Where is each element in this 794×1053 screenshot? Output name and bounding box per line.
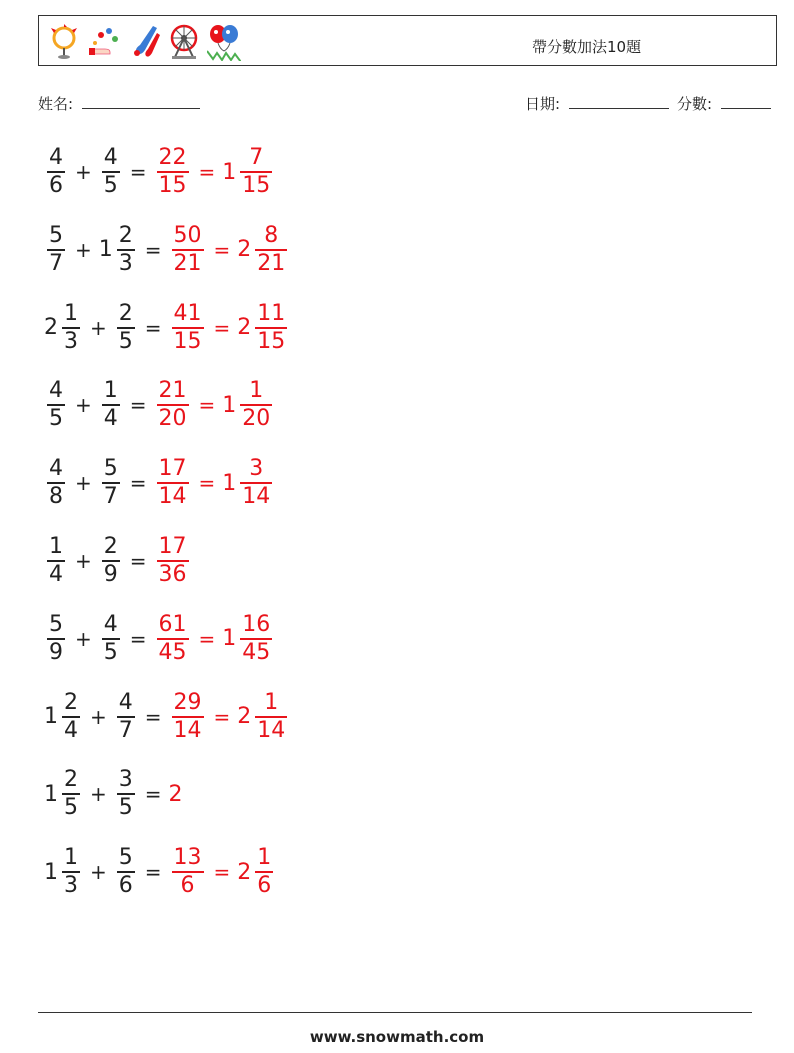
plus-sign: + <box>75 393 92 418</box>
mixed-answer-mixed-number <box>222 147 275 197</box>
improper-answer-numerator: 61 <box>158 611 187 637</box>
mixed-answer-mixed-number <box>222 611 275 665</box>
equals-sign: = <box>129 393 147 418</box>
addend-b-numerator: 2 <box>103 534 118 559</box>
addend-b-mixed-number <box>99 147 123 197</box>
mixed-answer-denominator: 20 <box>242 406 271 432</box>
improper-answer-numerator: 22 <box>158 145 187 170</box>
answer <box>154 458 276 508</box>
addend-a-mixed-number <box>44 222 68 276</box>
plus-sign: + <box>90 782 107 807</box>
addend-a-numerator: 1 <box>49 534 63 559</box>
addend-b-fraction <box>102 536 120 586</box>
addend-a-mixed-number <box>44 847 83 897</box>
answer-equals-sign: = <box>213 237 231 262</box>
balloons-icon <box>207 23 241 61</box>
addend-a-denominator: 5 <box>49 406 63 432</box>
mixed-answer-fraction <box>240 380 272 430</box>
plus-sign: + <box>90 860 107 885</box>
mixed-answer-fraction <box>240 147 272 197</box>
plus-sign: + <box>75 160 92 184</box>
mixed-answer-denominator: 14 <box>257 717 286 743</box>
addend-b-mixed-number <box>114 847 138 897</box>
score-label: 分數: <box>677 95 713 113</box>
addend-b-denominator: 7 <box>103 484 118 510</box>
mixed-answer-mixed-number <box>237 222 290 276</box>
addend-b-numerator: 2 <box>118 300 133 326</box>
ferris-wheel-icon <box>167 23 201 61</box>
mixed-answer-denominator: 6 <box>257 873 272 899</box>
addend-a-numerator: 1 <box>64 845 78 871</box>
mixed-answer-whole: 2 <box>237 315 252 341</box>
mixed-answer-numerator: 7 <box>249 145 264 170</box>
addend-b-numerator: 4 <box>103 145 118 170</box>
answer-equals-sign: = <box>213 315 231 340</box>
addend-a-mixed-number <box>44 611 68 665</box>
mixed-answer-numerator: 11 <box>257 300 286 326</box>
addend-b-denominator: 4 <box>103 406 118 432</box>
addend-b-denominator: 5 <box>118 795 133 821</box>
addend-b-fraction <box>117 847 135 897</box>
improper-answer-numerator: 50 <box>173 222 202 248</box>
addend-a-whole: 1 <box>44 859 58 885</box>
improper-answer-fraction <box>157 380 189 430</box>
addend-a-mixed-number <box>44 147 68 197</box>
mixed-answer-fraction <box>240 458 272 508</box>
equals-sign: = <box>144 237 162 262</box>
addend-b-denominator: 5 <box>103 639 118 665</box>
improper-answer-mixed-number <box>154 611 192 665</box>
problem-row <box>44 220 290 280</box>
footer-divider <box>38 1012 752 1013</box>
improper-answer-denominator: 14 <box>158 484 187 510</box>
addend-a-mixed-number <box>44 458 68 508</box>
mixed-answer-numerator: 8 <box>264 222 279 248</box>
addend-a-fraction <box>47 458 65 508</box>
addend-a-numerator: 4 <box>49 378 63 404</box>
improper-answer-denominator: 14 <box>173 717 202 743</box>
addend-a-numerator: 2 <box>64 689 78 715</box>
worksheet-header <box>38 15 777 66</box>
addend-b-fraction <box>102 380 120 430</box>
equals-sign: = <box>144 315 162 340</box>
addend-b-fraction <box>117 769 135 819</box>
mixed-answer-whole: 1 <box>222 470 237 496</box>
answer-equals-sign: = <box>198 393 216 418</box>
addend-b-denominator: 7 <box>118 717 133 743</box>
addend-a-fraction <box>62 300 80 354</box>
juggling-balls-icon <box>87 23 121 61</box>
mixed-answer-fraction <box>255 300 287 354</box>
improper-answer-mixed-number <box>169 847 207 897</box>
improper-answer-denominator: 20 <box>158 406 187 432</box>
problem-row <box>44 298 290 358</box>
improper-answer-numerator: 17 <box>158 534 187 559</box>
mixed-answer-numerator: 16 <box>242 611 271 637</box>
addend-a-denominator: 3 <box>64 873 78 899</box>
addend-a-numerator: 5 <box>49 222 63 248</box>
addend-b-denominator: 3 <box>118 250 133 276</box>
improper-answer-fraction <box>157 536 189 586</box>
addend-a-whole: 2 <box>44 315 58 341</box>
addend-a-denominator: 8 <box>49 484 63 510</box>
improper-answer-denominator: 21 <box>173 250 202 276</box>
answer <box>169 300 291 354</box>
answer <box>154 536 192 586</box>
date-label: 日期: <box>525 95 561 113</box>
addend-a-denominator: 4 <box>64 717 78 743</box>
answer-equals-sign: = <box>198 471 216 496</box>
improper-answer-mixed-number <box>154 536 192 586</box>
addend-a-fraction <box>47 380 65 430</box>
equals-sign: = <box>129 549 147 573</box>
addend-b-fraction <box>102 147 120 197</box>
header-icons <box>47 20 241 64</box>
problem-row <box>44 531 192 591</box>
improper-answer-numerator: 21 <box>158 378 187 404</box>
answer-equals-sign: = <box>198 626 216 651</box>
problem-row <box>44 609 275 669</box>
answer <box>169 222 291 276</box>
improper-answer-mixed-number <box>154 458 192 508</box>
equals-sign: = <box>129 471 147 496</box>
improper-answer-denominator: 36 <box>158 562 187 587</box>
improper-answer-mixed-number <box>169 222 207 276</box>
problem-row <box>44 453 275 513</box>
addend-b-numerator: 2 <box>118 222 133 248</box>
mixed-answer-whole: 2 <box>237 859 252 885</box>
mixed-answer-whole: 2 <box>237 704 252 730</box>
improper-answer-mixed-number <box>154 147 192 197</box>
mixed-answer-denominator: 15 <box>257 328 286 354</box>
improper-answer-denominator: 15 <box>173 328 202 354</box>
problem-row <box>44 142 275 202</box>
juggling-pins-icon <box>127 23 161 61</box>
mixed-answer-mixed-number <box>237 689 290 743</box>
score-blank[interactable] <box>721 94 771 109</box>
mixed-answer-mixed-number <box>222 458 275 508</box>
mixed-answer-fraction <box>255 689 287 743</box>
addend-b-mixed-number <box>99 380 123 430</box>
addend-a-denominator: 7 <box>49 250 63 276</box>
addend-b-numerator: 1 <box>103 378 118 404</box>
addend-a-whole: 1 <box>44 704 58 730</box>
addend-b-numerator: 3 <box>118 767 133 793</box>
addend-a-mixed-number <box>44 300 83 354</box>
improper-answer-fraction <box>172 847 204 897</box>
worksheet-title: 帶分數加法10題 <box>532 38 642 56</box>
improper-answer-numerator: 13 <box>173 845 202 871</box>
improper-answer-fraction <box>157 458 189 508</box>
answer <box>169 689 291 743</box>
name-label: 姓名: <box>38 95 74 113</box>
improper-answer-fraction <box>172 689 204 743</box>
plus-sign: + <box>90 315 107 340</box>
addend-b-numerator: 4 <box>103 611 118 637</box>
equals-sign: = <box>144 860 162 885</box>
addend-b-mixed-number <box>99 536 123 586</box>
addend-b-whole: 1 <box>98 237 113 263</box>
equals-sign: = <box>129 160 147 184</box>
mixed-answer-whole: 1 <box>222 159 237 185</box>
addend-b-mixed-number <box>98 222 138 276</box>
addend-b-mixed-number <box>99 611 123 665</box>
improper-answer-fraction <box>157 147 189 197</box>
improper-answer-mixed-number <box>169 300 207 354</box>
addend-b-fraction <box>102 611 120 665</box>
addend-b-fraction <box>117 300 135 354</box>
improper-answer-numerator: 41 <box>173 300 202 326</box>
addend-a-denominator: 5 <box>64 795 78 821</box>
addend-b-fraction <box>102 458 120 508</box>
addend-b-mixed-number <box>99 458 123 508</box>
addend-a-fraction <box>62 847 80 897</box>
improper-answer-numerator: 29 <box>173 689 202 715</box>
plus-sign: + <box>75 237 92 262</box>
addend-a-denominator: 6 <box>49 173 63 198</box>
mixed-answer-whole: 1 <box>222 392 237 418</box>
addend-a-fraction <box>47 222 65 276</box>
answer <box>169 847 277 897</box>
mixed-answer-numerator: 3 <box>249 456 264 482</box>
addend-b-numerator: 5 <box>118 845 133 871</box>
addend-a-numerator: 4 <box>49 456 63 482</box>
addend-a-whole: 1 <box>44 781 58 807</box>
addend-a-mixed-number <box>44 769 83 819</box>
addend-b-denominator: 6 <box>118 873 133 899</box>
mixed-answer-numerator: 1 <box>249 378 264 404</box>
problem-row <box>44 842 276 902</box>
addend-a-numerator: 2 <box>64 767 78 793</box>
mixed-answer-numerator: 1 <box>264 689 279 715</box>
answer <box>169 782 184 807</box>
improper-answer-fraction <box>172 222 204 276</box>
answer-equals-sign: = <box>213 704 231 729</box>
improper-answer-denominator: 45 <box>158 639 187 665</box>
problem-row <box>44 375 275 435</box>
whole-answer: 2 <box>168 781 183 807</box>
mixed-answer-denominator: 15 <box>242 173 271 198</box>
plus-sign: + <box>75 471 92 496</box>
addend-a-denominator: 4 <box>49 562 63 587</box>
addend-a-mixed-number <box>44 536 68 586</box>
answer <box>154 380 276 430</box>
date-field[interactable] <box>525 93 669 114</box>
addend-b-denominator: 5 <box>118 328 133 354</box>
addend-b-mixed-number <box>114 769 138 819</box>
addend-a-mixed-number <box>44 689 83 743</box>
addend-a-numerator: 1 <box>64 300 78 326</box>
answer-equals-sign: = <box>213 860 231 885</box>
score-field[interactable] <box>677 93 771 114</box>
improper-answer-numerator: 17 <box>158 456 187 482</box>
addend-a-fraction <box>47 611 65 665</box>
date-blank[interactable] <box>569 94 669 109</box>
mixed-answer-denominator: 45 <box>242 639 271 665</box>
mixed-answer-denominator: 14 <box>242 484 271 510</box>
improper-answer-fraction <box>172 300 204 354</box>
addend-b-numerator: 4 <box>118 689 133 715</box>
addend-a-fraction <box>62 689 80 743</box>
addend-a-numerator: 5 <box>49 611 63 637</box>
addend-b-fraction <box>117 689 135 743</box>
plus-sign: + <box>75 626 92 651</box>
addend-a-fraction <box>47 147 65 197</box>
problem-row <box>44 764 184 824</box>
answer-equals-sign: = <box>198 160 216 184</box>
equals-sign: = <box>129 626 147 651</box>
plus-sign: + <box>75 549 92 573</box>
addend-b-mixed-number <box>114 689 138 743</box>
equals-sign: = <box>144 704 162 729</box>
addend-b-denominator: 5 <box>103 173 118 198</box>
addend-b-numerator: 5 <box>103 456 118 482</box>
problem-row <box>44 687 290 747</box>
mixed-answer-whole: 1 <box>222 626 237 652</box>
mixed-answer-denominator: 21 <box>257 250 286 276</box>
mixed-answer-numerator: 1 <box>257 845 272 871</box>
addend-a-fraction <box>47 536 65 586</box>
addend-b-mixed-number <box>114 300 138 354</box>
improper-answer-fraction <box>157 611 189 665</box>
ring-of-fire-icon <box>47 23 81 61</box>
footer-url: www.snowmath.com <box>309 1028 485 1046</box>
mixed-answer-whole: 2 <box>237 237 252 263</box>
addend-a-denominator: 3 <box>64 328 78 354</box>
name-blank[interactable] <box>82 94 200 109</box>
addend-a-fraction <box>62 769 80 819</box>
addend-b-denominator: 9 <box>103 562 118 587</box>
plus-sign: + <box>90 704 107 729</box>
addend-a-numerator: 4 <box>49 145 63 170</box>
addend-a-mixed-number <box>44 380 68 430</box>
improper-answer-mixed-number <box>169 689 207 743</box>
answer <box>154 147 276 197</box>
addend-b-fraction <box>117 222 135 276</box>
mixed-answer-mixed-number <box>222 380 275 430</box>
mixed-answer-mixed-number <box>237 300 290 354</box>
mixed-answer-fraction <box>255 222 287 276</box>
equals-sign: = <box>144 782 162 807</box>
mixed-answer-mixed-number <box>237 847 276 897</box>
addend-a-denominator: 9 <box>49 639 63 665</box>
improper-answer-mixed-number <box>154 380 192 430</box>
improper-answer-denominator: 15 <box>158 173 187 198</box>
mixed-answer-fraction <box>255 847 273 897</box>
name-field[interactable] <box>38 93 200 114</box>
improper-answer-denominator: 6 <box>180 873 195 899</box>
mixed-answer-fraction <box>240 611 272 665</box>
answer <box>154 611 276 665</box>
